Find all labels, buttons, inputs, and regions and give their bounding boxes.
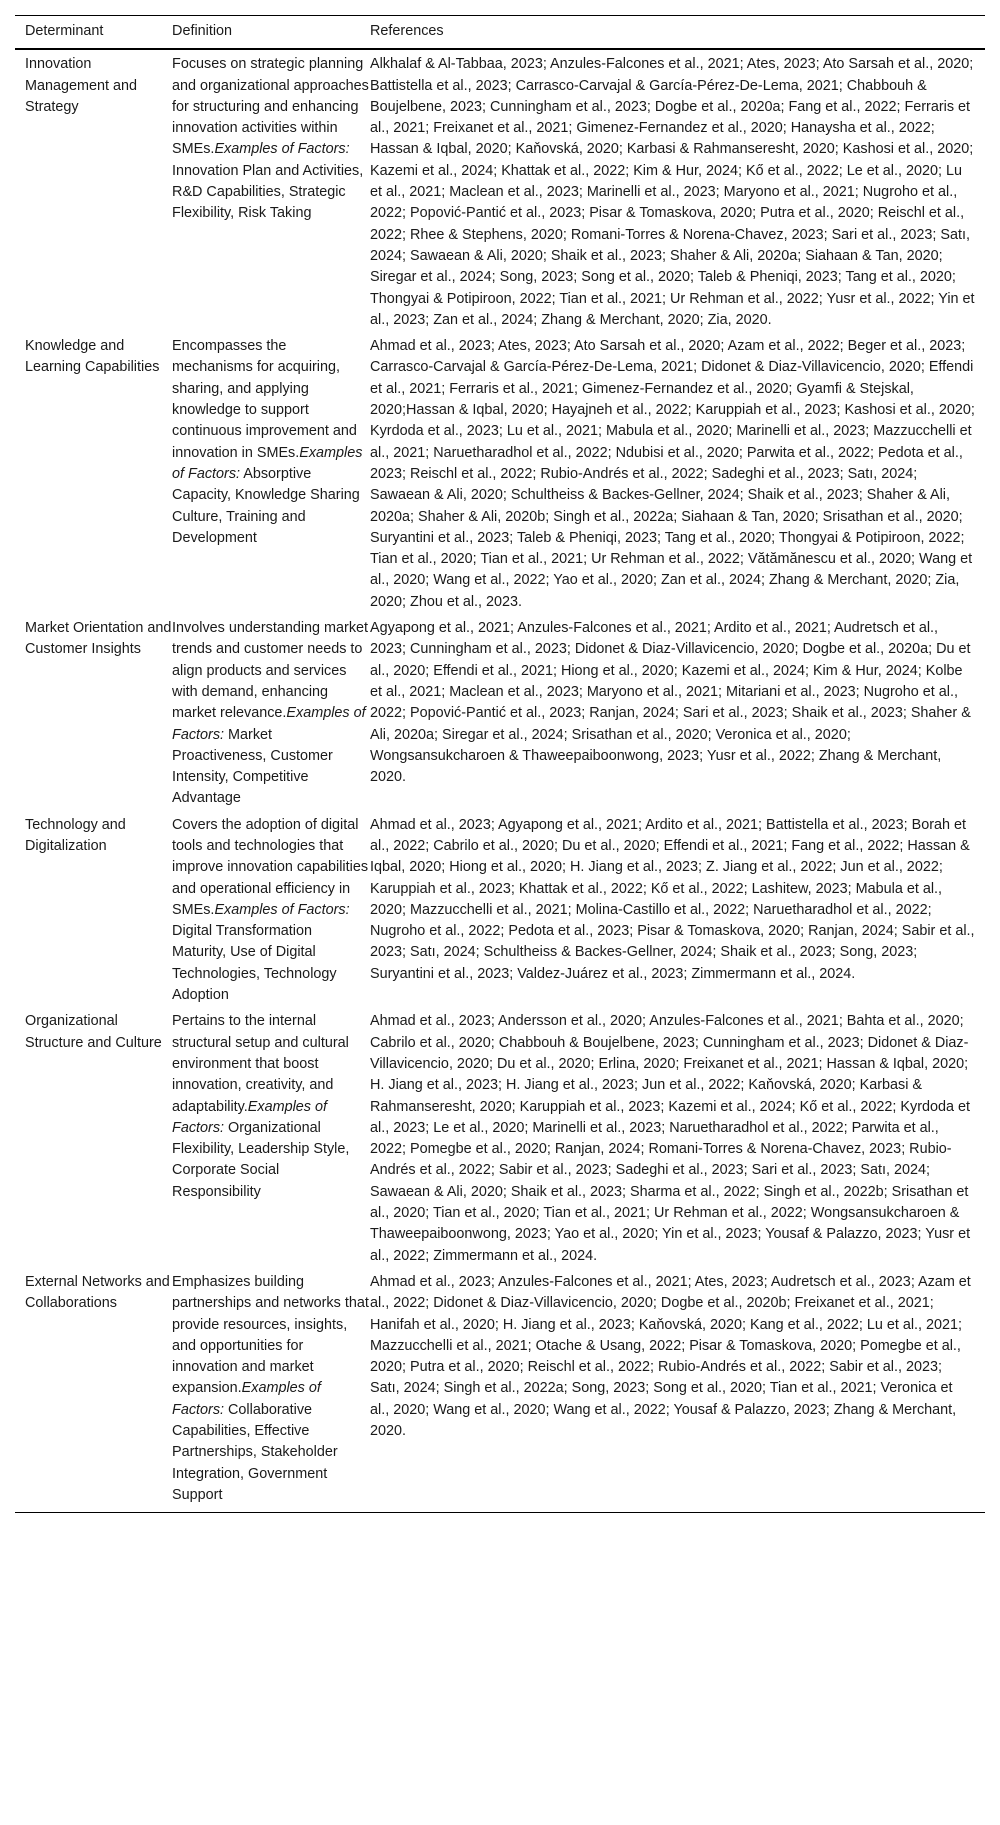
header-determinant: Determinant (25, 23, 104, 39)
definition-text: Emphasizes building partnerships and networks that provide resources, insights, and opportunities for innovation and market expansion. (172, 1273, 369, 1397)
examples-label: Examples of Factors: (172, 705, 366, 743)
definition-cell (172, 1008, 370, 1269)
examples-text: Market Proactiveness, Customer Intensity, Competitive Advantage (172, 726, 333, 807)
references-cell: Alkhalaf & Al-Tabbaa, 2023; Anzules-Falcones et al., 2021; Ates, 2023; Ato Sarsah et al., 2020; Battistella et al., 2023; Carrasco-Carvajal & García-Pérez-De-Lema, 2021; Chabbouh & Boujelbene, 2023; Cunningham et al., 2023; Dogbe et al., 2020a; Fang et al., 2022; Ferraris et al., 2021; Freixanet et al., 2021; Gimenez-Fernandez et al., 2020; Hanaysha et al., 2022; Hassan & Iqbal, 2020; Kaňovská, 2020; Karbasi & Rahmanseresht, 2020; Kashosi et al., 2020; Kazemi et al., 2024; Khattak et al., 2022; Kim & Hur, 2024; Kő et al., 2022; Le et al., 2020; Lu et al., 2021; Maclean et al., 2023; Marinelli et al., 2023; Maryono et al., 2021; Nugroho et al., 2022; Popović-Pantić et al., 2023; Pisar & Tomaskova, 2020; Putra et al., 2020; Reischl et al., 2022; Rhee & Stephens, 2020; Romani-Torres & Norena-Chavez, 2023; Sari et al., 2023; Satı, 2024; Sawaean & Ali, 2020; Shaik et al., 2023; Shaher & Ali, 2020a; Siahaan & Tan, 2020; Siregar et al., 2024; Song, 2023; Song et al., 2020; Taleb & Pheniqi, 2023; Tang et al., 2020; Thongyai & Potipiroon, 2022; Tian et al., 2021; Ur Rehman et al., 2022; Yusr et al., 2022; Yin et al., 2023; Zan et al., 2024; Zhang & Merchant, 2020; Zia, 2020. (370, 56, 975, 328)
header-row (15, 16, 985, 50)
determinant-cell: External Networks and Collaborations (25, 1273, 170, 1312)
determinant-cell: Technology and Digitalization (25, 816, 126, 854)
determinants-table (15, 15, 985, 1513)
examples-label: Examples of Factors: (172, 444, 363, 482)
determinant-cell: Innovation Management and Strategy (25, 56, 138, 115)
examples-label: Examples of Factors: (172, 1098, 327, 1136)
examples-text: Absorptive Capacity, Knowledge Sharing Culture, Training and Development (172, 465, 360, 546)
examples-text: Innovation Plan and Activities, R&D Capabilities, Strategic Flexibility, Risk Taking (172, 162, 364, 222)
definition-text: Focuses on strategic planning and organizational approaches for structuring and enhancing innovation activities within SMEs. (172, 56, 369, 158)
references-cell: Ahmad et al., 2023; Andersson et al., 2020; Anzules-Falcones et al., 2021; Bahta et al., 2020; Cabrilo et al., 2020; Chabbouh & Boujelbene, 2023; Cunningham et al., 2023; Didonet & Diaz-Villavicencio, 2020; Du et al., 2020; Erlina, 2020; Freixanet et al., 2021; Hassan & Iqbal, 2020; H. Jiang et al., 2023; H. Jiang et al., 2023; Jun et al., 2022; Kaňovská, 2020; Karbasi & Rahmanseresht, 2020; Karuppiah et al., 2023; Kazemi et al., 2024; Kő et al., 2022; Kyrdoda et al., 2023; Le et al., 2020; Marinelli et al., 2023; Naruetharadhol et al., 2022; Parwita et al., 2022; Pomegbe et al., 2020; Ranjan, 2024; Romani-Torres & Norena-Chavez, 2023; Rubio-Andrés et al., 2022; Sabir et al., 2023; Sadeghi et al., 2023; Sari et al., 2023; Satı, 2024; Sawaean & Ali, 2020; Shaik et al., 2023; Sharma et al., 2022; Singh et al., 2022b; Srisathan et al., 2020; Tian et al., 2020; Tian et al., 2021; Ur Rehman et al., 2022; Wongsansukcharoen & Thaweepaiboonwong, 2023; Yao et al., 2020; Yin et al., 2023; Yousaf & Palazzo, 2023; Yusr et al., 2022; Zimmermann et al., 2024. (370, 1013, 971, 1264)
header-definition: Definition (172, 23, 233, 39)
examples-text: Digital Transformation Maturity, Use of Digital Technologies, Technology Adoption (172, 923, 337, 1004)
examples-label: Examples of Factors: (172, 1380, 321, 1418)
references-cell: Agyapong et al., 2021; Anzules-Falcones et al., 2021; Ardito et al., 2021; Audretsch et al., 2023; Cunningham et al., 2023; Didonet & Diaz-Villavicencio, 2020; Dogbe et al., 2020a; Du et al., 2020; Effendi et al., 2021; Hiong et al., 2020; Kazemi et al., 2024; Kim & Hur, 2024; Kolbe et al., 2021; Maclean et al., 2023; Maryono et al., 2021; Mitariani et al., 2023; Nugroho et al., 2022; Popović-Pantić et al., 2023; Ranjan, 2024; Sari et al., 2023; Shaik et al., 2023; Shaher & Ali, 2020a; Siregar et al., 2024; Srisathan et al., 2020; Veronica et al., 2020; Wongsansukcharoen & Thaweepaiboonwong, 2023; Yusr et al., 2022; Zhang & Merchant, 2020. (370, 620, 971, 786)
table-row (15, 333, 985, 615)
table-row (15, 812, 985, 1009)
references-cell: Ahmad et al., 2023; Ates, 2023; Ato Sarsah et al., 2020; Azam et al., 2022; Beger et al., 2023; Carrasco-Carvajal & García-Pérez-De-Lema, 2021; Didonet & Diaz-Villavicencio, 2020; Effendi et al., 2021; Ferraris et al., 2021; Gimenez-Fernandez et al., 2020; Gyamfi & Stejskal, 2020;Hassan & Iqbal, 2020; Hayajneh et al., 2022; Karuppiah et al., 2023; Kashosi et al., 2020; Kyrdoda et al., 2023; Lu et al., 2021; Mabula et al., 2020; Marinelli et al., 2023; Mazzucchelli et al., 2021; Naruetharadhol et al., 2022; Ndubisi et al., 2020; Parwita et al., 2022; Pedota et al., 2023; Reischl et al., 2022; Rubio-Andrés et al., 2022; Sadeghi et al., 2023; Satı, 2024; Sawaean & Ali, 2020; Schultheiss & Backes-Gellner, 2024; Shaik et al., 2023; Shaher & Ali, 2020a; Shaher & Ali, 2020b; Singh et al., 2022a; Siahaan & Tan, 2020; Srisathan et al., 2020; Suryantini et al., 2023; Taleb & Pheniqi, 2023; Tang et al., 2020; Thongyai & Potipiroon, 2022; Tian et al., 2020; Tian et al., 2021; Ur Rehman et al., 2022; Vătămănescu et al., 2020; Wang et al., 2020; Wang et al., 2022; Yao et al., 2020; Zan et al., 2024; Zhang & Merchant, 2020; Zia, 2020; Zhou et al., 2023. (370, 338, 975, 610)
definition-text: Covers the adoption of digital tools and technologies that improve innovation capabilities and operational efficiency in SMEs. (172, 816, 369, 918)
table-row (15, 1008, 985, 1269)
table-row (15, 49, 985, 333)
references-cell: Ahmad et al., 2023; Agyapong et al., 2021; Ardito et al., 2021; Battistella et al., 2023; Borah et al., 2022; Cabrilo et al., 2020; Du et al., 2020; Effendi et al., 2021; Fang et al., 2022; Hassan & Iqbal, 2020; Hiong et al., 2020; H. Jiang et al., 2023; Z. Jiang et al., 2022; Jun et al., 2022; Karuppiah et al., 2023; Khattak et al., 2022; Kő et al., 2022; Lashitew, 2023; Mabula et al., 2020; Mazzucchelli et al., 2021; Molina-Castillo et al., 2022; Naruetharadhol et al., 2022; Nugroho et al., 2022; Pedota et al., 2023; Pisar & Tomaskova, 2020; Ranjan, 2024; Sabir et al., 2023; Satı, 2024; Schultheiss & Backes-Gellner, 2024; Shaik et al., 2023; Song, 2023; Suryantini et al., 2023; Valdez-Juárez et al., 2023; Zimmermann et al., 2024. (370, 816, 975, 982)
definition-cell (172, 49, 370, 333)
definition-text: Pertains to the internal structural setup and cultural environment that boost innovation, creativity, and adaptability. (172, 1013, 349, 1115)
examples-label: Examples of Factors: (214, 901, 350, 918)
definition-cell (172, 1269, 370, 1513)
definition-text: Encompasses the mechanisms for acquiring, sharing, and applying knowledge to support continuous improvement and innovation in SMEs. (172, 338, 357, 461)
references-cell: Ahmad et al., 2023; Anzules-Falcones et al., 2021; Ates, 2023; Audretsch et al., 2023; Azam et al., 2022; Didonet & Diaz-Villavicencio, 2020; Dogbe et al., 2020b; Freixanet et al., 2021; Hanifah et al., 2020; H. Jiang et al., 2023; Kaňovská, 2020; Kang et al., 2022; Lu et al., 2021; Mazzucchelli et al., 2021; Otache & Usang, 2022; Pisar & Tomaskova, 2020; Pomegbe et al., 2020; Putra et al., 2020; Reischl et al., 2022; Rubio-Andrés et al., 2022; Sabir et al., 2023; Satı, 2024; Singh et al., 2022a; Song, 2023; Song et al., 2020; Tian et al., 2021; Veronica et al., 2020; Wang et al., 2020; Wang et al., 2022; Yousaf & Palazzo, 2023; Zhang & Merchant, 2020. (370, 1273, 971, 1439)
determinant-cell: Organizational Structure and Culture (25, 1013, 162, 1051)
definition-cell (172, 333, 370, 615)
definition-cell (172, 812, 370, 1009)
table-body (15, 49, 985, 1512)
examples-text: Collaborative Capabilities, Effective Partnerships, Stakeholder Integration, Government Support (172, 1401, 338, 1503)
definition-text: Involves understanding market trends and customer needs to align products and services with demand, enhancing market relevance. (172, 620, 369, 722)
examples-label: Examples of Factors: (214, 141, 350, 158)
table-row (15, 1269, 985, 1513)
table-row (15, 615, 985, 812)
determinant-cell: Knowledge and Learning Capabilities (25, 338, 160, 376)
definition-cell (172, 615, 370, 812)
table-header (15, 16, 985, 50)
header-references: References (370, 23, 444, 39)
determinant-cell: Market Orientation and Customer Insights (25, 620, 172, 658)
examples-text: Organizational Flexibility, Leadership Style, Corporate Social Responsibility (172, 1119, 350, 1200)
